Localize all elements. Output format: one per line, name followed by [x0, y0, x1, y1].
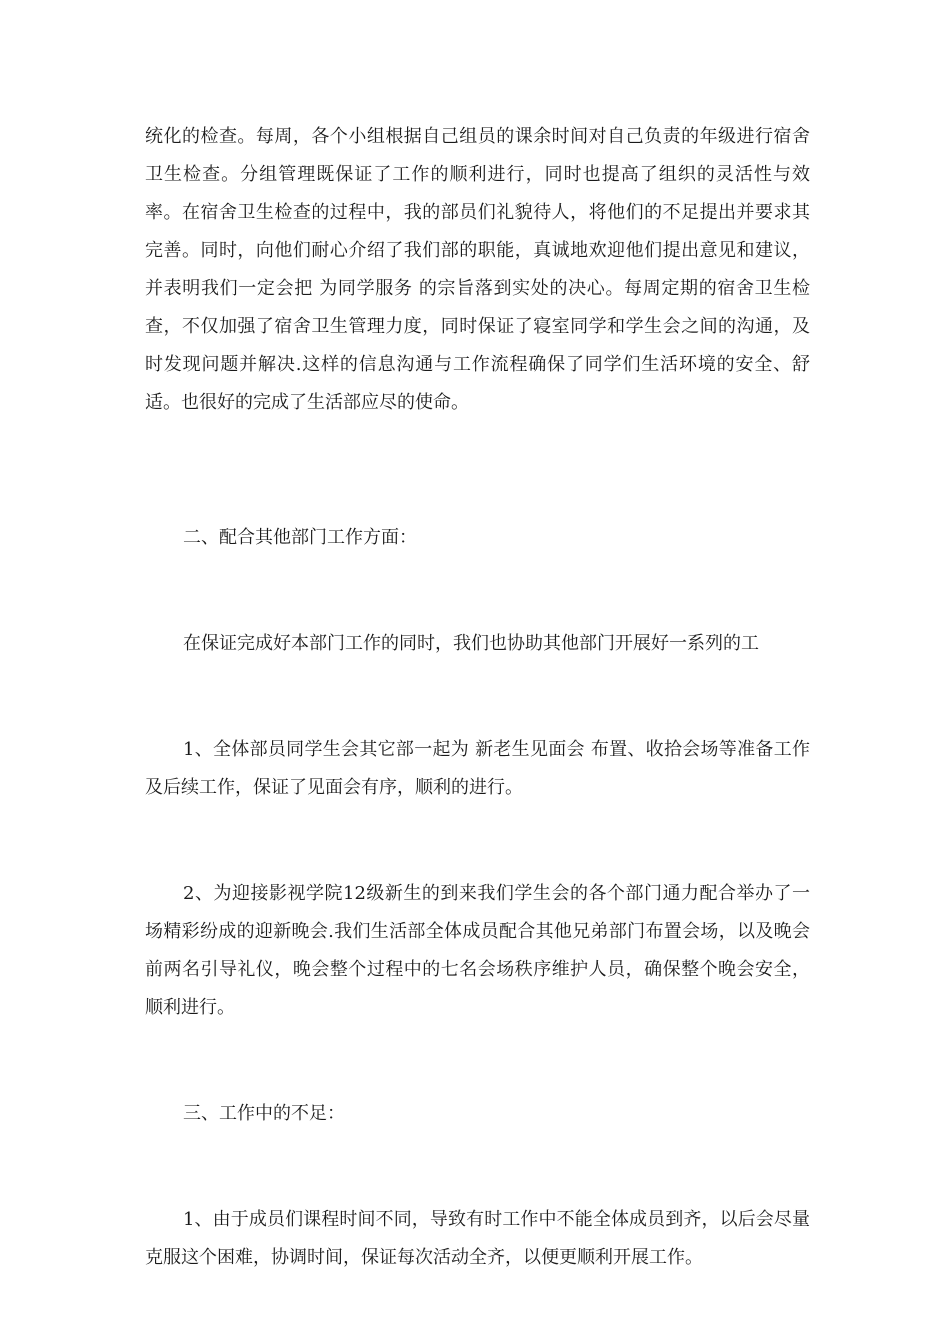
paragraph-shortcoming-1: 1、由于成员们课程时间不同，导致有时工作中不能全体成员到齐，以后会尽量克服这个困难，协调时间，保证每次活动全齐，以便更顺利开展工作。	[145, 1209, 810, 1268]
heading-cooperation: 二、配合其他部门工作方面：	[183, 527, 417, 548]
paragraph-item-2-welcome-party: 2、为迎接影视学院12级新生的到来我们学生会的各个部门通力配合举办了一场精彩纷成的迎新晚会.我们生活部全体成员配合其他兄弟部门布置会场，以及晚会前两名引导礼仪，晚会整个过程中的七名会场秩序维护人员，确保整个晚会安全，顺利进行。	[145, 883, 810, 1018]
heading-shortcomings: 三、工作中的不足：	[183, 1103, 345, 1124]
paragraph-cooperation-intro: 在保证完成好本部门工作的同时，我们也协助其他部门开展好一系列的工	[183, 633, 759, 654]
document-page	[145, 118, 810, 1277]
paragraph-dorm-inspection: 统化的检查。每周，各个小组根据自己组员的课余时间对自己负责的年级进行宿舍卫生检查。分组管理既保证了工作的顺利进行，同时也提高了组织的灵活性与效率。在宿舍卫生检查的过程中，我的部员们礼貌待人，将他们的不足提出并要求其完善。同时，向他们耐心介绍了我们部的职能，真诚地欢迎他们提出意见和建议，并表明我们一定会把 为同学服务 的宗旨落到实处的决心。每周定期的宿舍卫生检查，不仅加强了宿舍卫生管理力度，同时保证了寝室同学和学生会之间的沟通，及时发现问题并解决.这样的信息沟通与工作流程确保了同学们生活环境的安全、舒适。也很好的完成了生活部应尽的使命。	[145, 126, 810, 413]
paragraph-item-1-welcome-meeting: 1、全体部员同学生会其它部一起为 新老生见面会 布置、收拾会场等准备工作及后续工作，保证了见面会有序，顺利的进行。	[145, 739, 810, 798]
